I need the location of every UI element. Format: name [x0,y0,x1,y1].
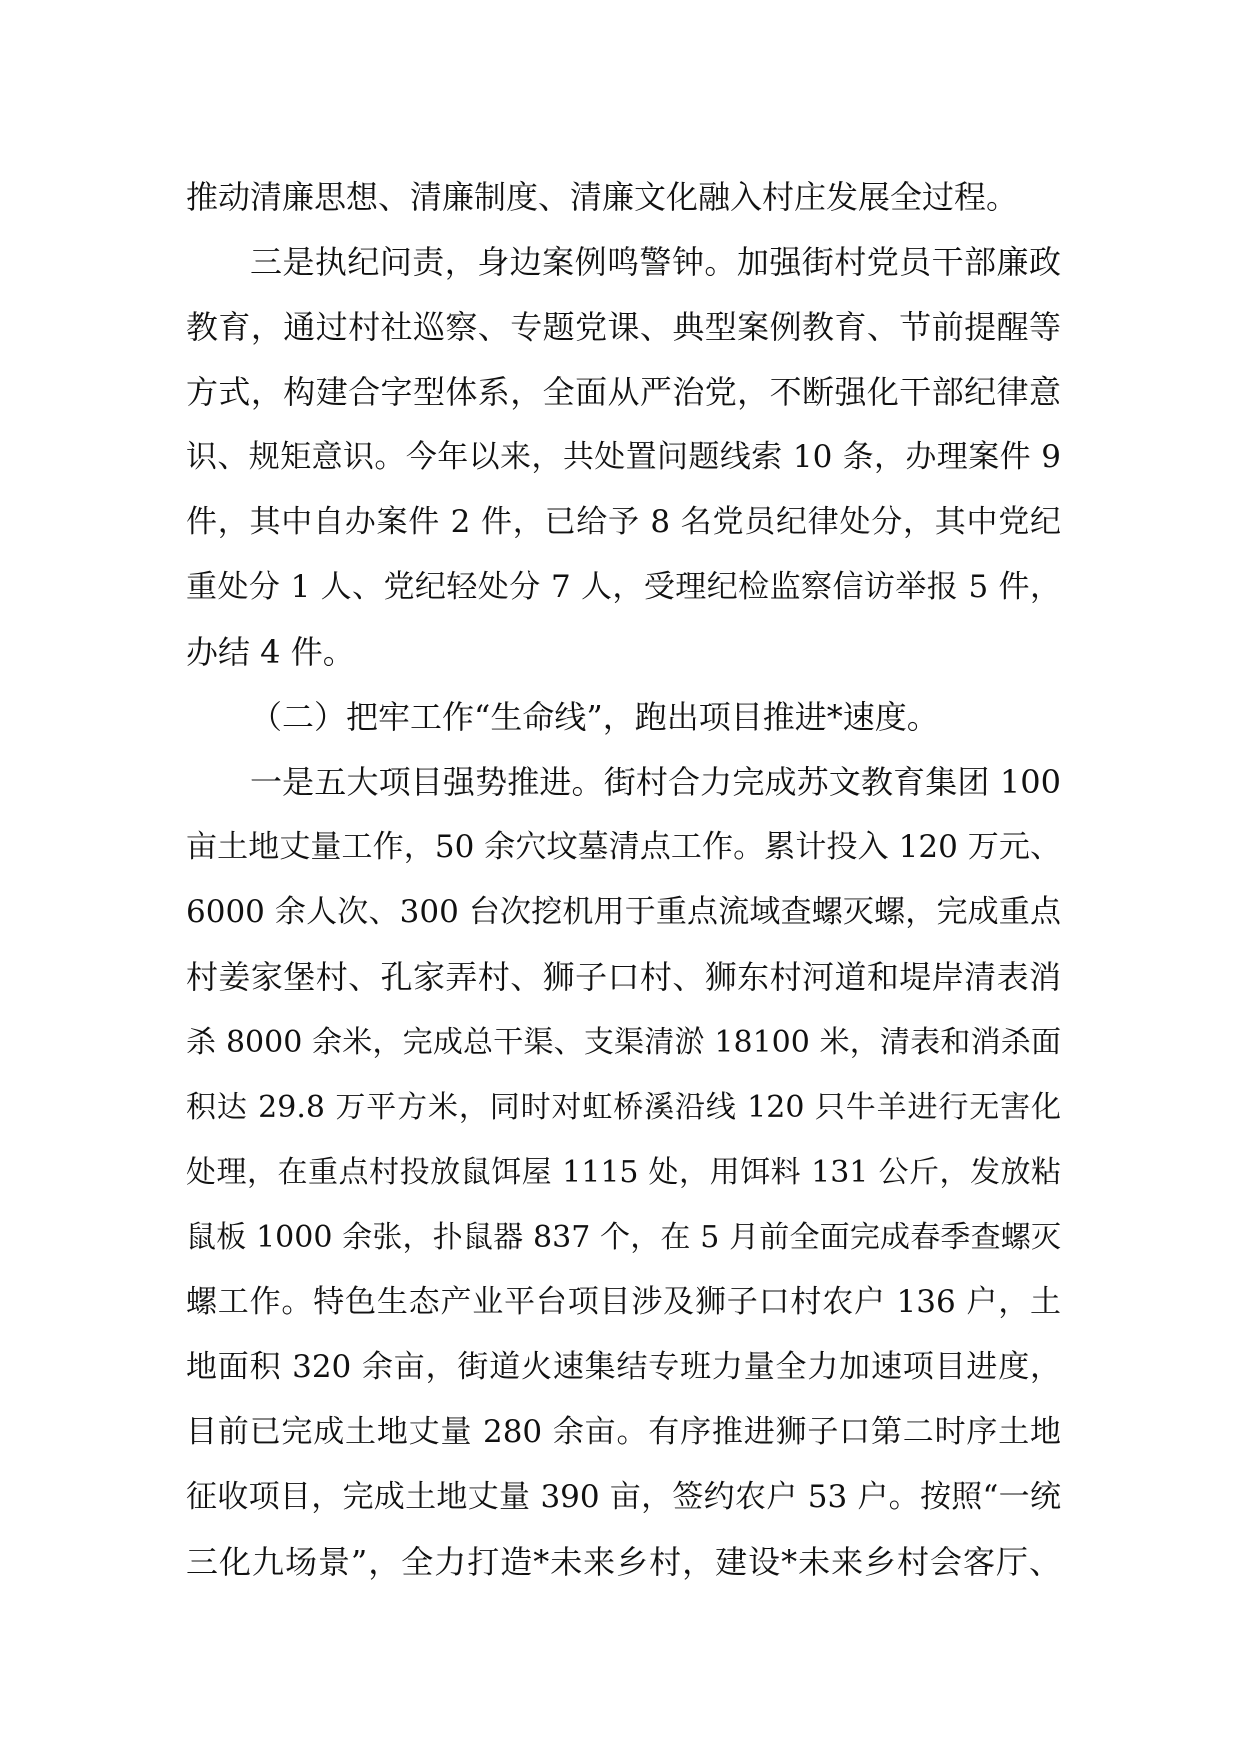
text-line: 螺工作。特色生态产业平台项目涉及狮子口村农户 136 户，土 [186,1284,1061,1320]
text-line: 三化九场景”，全力打造*未来乡村，建设*未来乡村会客厅、 [186,1543,1061,1581]
text-line: 处理，在重点村投放鼠饵屋 1115 处，用饵料 131 公斤，发放粘 [186,1155,1061,1190]
text-line: 杀 8000 余米，完成总干渠、支渠清淤 18100 米，清表和消杀面 [186,1025,1061,1060]
text-line: 重处分 1 人、党纪轻处分 7 人，受理纪检监察信访举报 5 件， [186,569,1061,605]
text-line: 征收项目，完成土地丈量 390 亩，签约农户 53 户。按照“一统 [186,1479,1061,1515]
text-line: 一是五大项目强势推进。街村合力完成苏文教育集团 100 [250,763,1061,801]
text-line: 鼠板 1000 余张，扑鼠器 837 个，在 5 月前全面完成春季查螺灭 [186,1220,1061,1255]
text-line: 件，其中自办案件 2 件，已给予 8 名党员纪律处分，其中党纪 [186,504,1061,540]
text-line: 教育，通过村社巡察、专题党课、典型案例教育、节前提醒等 [186,308,1061,346]
text-line: 6000 余人次、300 台次挖机用于重点流域查螺灭螺，完成重点 [186,894,1061,930]
text-line: 三是执纪问责，身边案例鸣警钟。加强街村党员干部廉政 [250,243,1061,281]
text-line: 识、规矩意识。今年以来，共处置问题线索 10 条，办理案件 9 [186,439,1061,475]
text-line: 推动清廉思想、清廉制度、清廉文化融入村庄发展全过程。 [186,178,1019,216]
text-line: 积达 29.8 万平方米，同时对虹桥溪沿线 120 只牛羊进行无害化 [186,1090,1061,1125]
text-line: 村姜家堡村、孔家弄村、狮子口村、狮东村河道和堤岸清表消 [186,958,1061,996]
text-line: 地面积 320 余亩，街道火速集结专班力量全力加速项目进度， [186,1349,1061,1385]
text-line: 办结 4 件。 [186,633,355,671]
text-line: 方式，构建合字型体系，全面从严治党，不断强化干部纪律意 [186,373,1061,411]
text-line: 目前已完成土地丈量 280 余亩。有序推进狮子口第二时序土地 [186,1414,1061,1450]
section-heading: （二）把牢工作“生命线”，跑出项目推进*速度。 [250,698,939,736]
body-text [186,165,1061,1595]
text-line: 亩土地丈量工作，50 余穴坟墓清点工作。累计投入 120 万元、 [186,829,1061,865]
